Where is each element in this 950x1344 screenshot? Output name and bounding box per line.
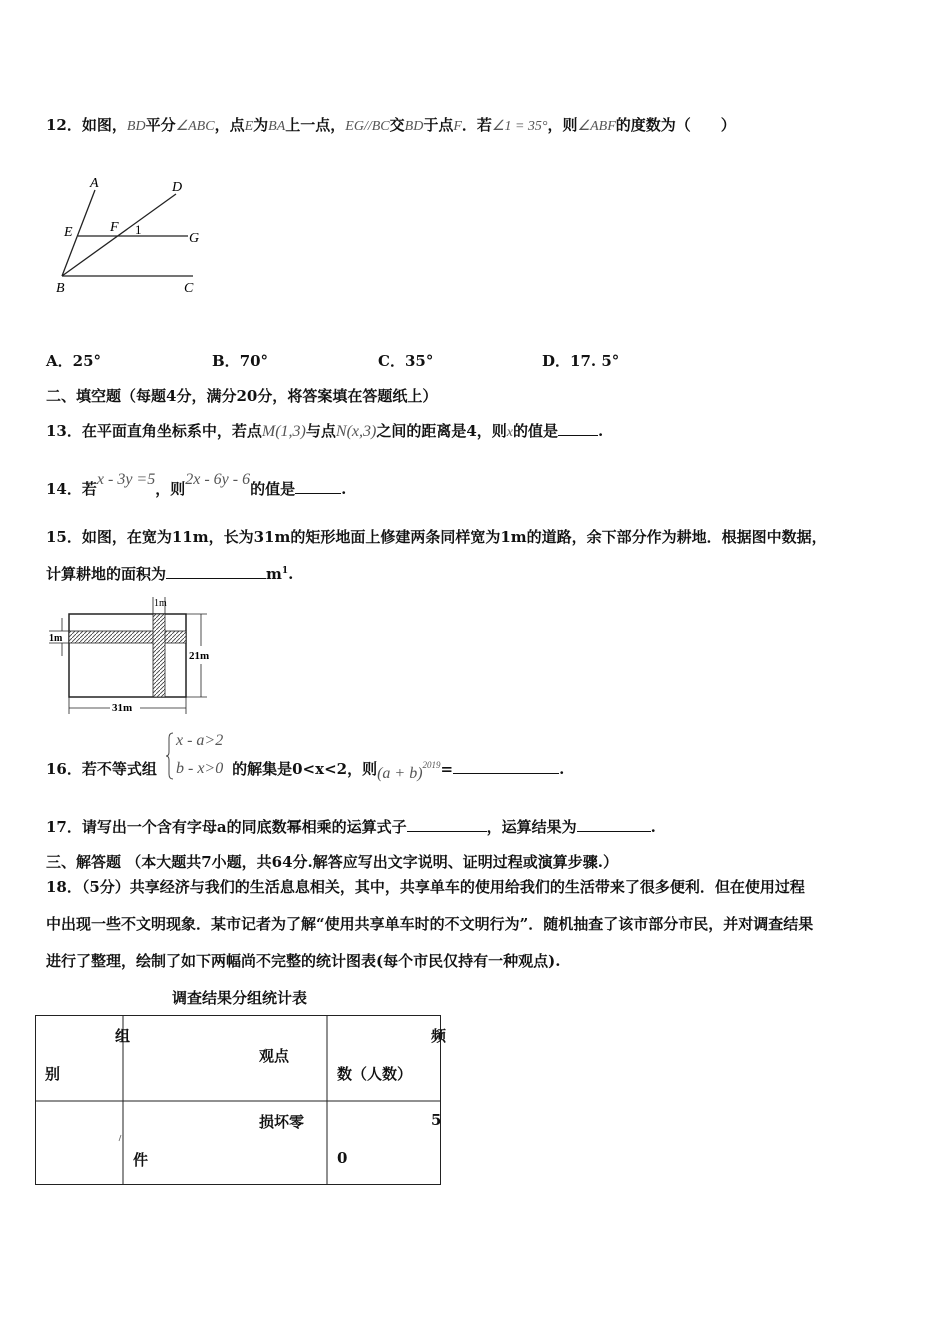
answer-blank[interactable]: [453, 759, 559, 774]
question-14: 14．若x - 3y =5，则2x - 6y - 6的值是 .: [46, 471, 347, 498]
question-17: 17．请写出一个含有字母a的同底数幂相乘的运算式子 ，运算结果为 .: [46, 818, 656, 836]
math-equation: x - 3y =5: [96, 471, 156, 488]
option-d[interactable]: D．17. 5°: [542, 352, 620, 370]
math-e: E: [244, 119, 254, 134]
question-13: 13．在平面直角坐标系中，若点M(1,3)与点N(x,3)之间的距离是4，则x的值是 .: [46, 422, 604, 440]
label-angle-1: 1: [135, 222, 142, 237]
math-angle-abc: ∠ABC: [175, 119, 215, 134]
field-rectangle: [69, 614, 186, 697]
math-angle-1: ∠1 = 35°: [491, 119, 548, 134]
math-x: x: [506, 425, 513, 440]
answer-blank-1[interactable]: [407, 817, 487, 832]
math-expression: 2x - 6y - 6: [185, 471, 251, 488]
label-g: G: [189, 231, 200, 246]
math-angle-abf: ∠ABF: [577, 119, 616, 134]
q15-field-figure: [44, 594, 224, 716]
label-e: E: [64, 225, 73, 240]
label-road-width-left: 1m: [49, 633, 63, 644]
math-f: F: [453, 119, 462, 134]
label-field-length: 31m: [112, 702, 133, 714]
option-b[interactable]: B．70°: [212, 352, 269, 370]
question-18-line-1: 18．（5分）共享经济与我们的生活息息相关，其中，共享单车的使用给我们的生活带来了很多便利．但在使用过程: [46, 878, 805, 896]
header-view: 观点: [259, 1047, 290, 1065]
answer-blank[interactable]: [166, 564, 266, 579]
q12-geometry-figure: [48, 172, 218, 302]
header-frequency-1: 频: [431, 1027, 447, 1045]
answer-blank[interactable]: [295, 479, 341, 494]
question-18-line-2: 中出现一些不文明现象．某市记者为了解“使用共享单车时的不文明行为”．随机抽查了该市部分市民，并对调查结果: [46, 915, 814, 933]
answer-blank-2[interactable]: [577, 817, 651, 832]
question-15-line-1: 15．如图，在宽为11m，长为31m的矩形地面上修建两条同样宽为1m的道路，余下部分作为耕地．根据图中数据，: [46, 528, 827, 546]
math-ba: BA: [268, 119, 286, 134]
option-c[interactable]: C．35°: [378, 352, 434, 370]
section-2-heading: 二、填空题（每题4分，满分20分，将答案填在答题纸上）: [46, 387, 438, 405]
question-12-stem: 12．如图，BD平分∠ABC，点E为BA上一点，EG//BC交BD于点F．若∠1 = 35°，则∠ABF的度数为（ ）: [46, 116, 736, 134]
section-3-heading: 三、解答题 （本大题共7小题，共64分.解答应写出文字说明、证明过程或演算步骤.）: [46, 853, 618, 871]
label-d: D: [172, 180, 183, 195]
header-group-2: 别: [45, 1065, 61, 1083]
label-field-width: 21m: [189, 650, 210, 662]
answer-blank[interactable]: [558, 421, 598, 436]
header-group-1: 组: [115, 1027, 131, 1045]
label-b: B: [56, 281, 65, 296]
math-point-n: N(x,3): [335, 423, 377, 440]
row1-frequency-1: 5: [431, 1111, 442, 1129]
label-f: F: [110, 220, 119, 235]
horizontal-road: [69, 631, 186, 643]
option-a[interactable]: A．25°: [46, 352, 102, 370]
row1-view-1: 损坏零: [259, 1113, 305, 1131]
math-a-plus-b: (a + b): [377, 765, 423, 782]
table-caption: 调查结果分组统计表: [172, 989, 308, 1007]
line-bd: [62, 194, 176, 276]
math-eg-parallel-bc: EG//BC: [345, 119, 390, 134]
label-road-width-top: 1m: [154, 598, 167, 609]
math-bd-2: BD: [404, 119, 424, 134]
inequality-2: b - x>0: [176, 760, 224, 777]
inequality-1: x - a>2: [176, 732, 224, 749]
label-c: C: [184, 281, 194, 296]
question-16: 16．若不等式组 的解集是0<x<2，则$(a + b)^{2019}=$ .: [46, 760, 565, 782]
inequality-system: [166, 730, 242, 782]
row1-frequency-2: 0: [337, 1149, 348, 1167]
question-15-line-2: 计算耕地的面积为 $m^1$.: [46, 565, 294, 583]
math-bd: BD: [126, 119, 146, 134]
vertical-road: [153, 614, 165, 697]
statistics-table: [35, 1015, 447, 1185]
question-18-line-3: 进行了整理，绘制了如下两幅尚不完整的统计图表(每个市民仅持有一种观点).: [46, 952, 561, 970]
math-point-m: M(1,3): [261, 423, 306, 440]
header-frequency-2: 数（人数）: [337, 1065, 413, 1083]
label-a: A: [90, 176, 99, 191]
left-brace: [166, 732, 174, 780]
row1-view-2: 件: [133, 1151, 149, 1169]
